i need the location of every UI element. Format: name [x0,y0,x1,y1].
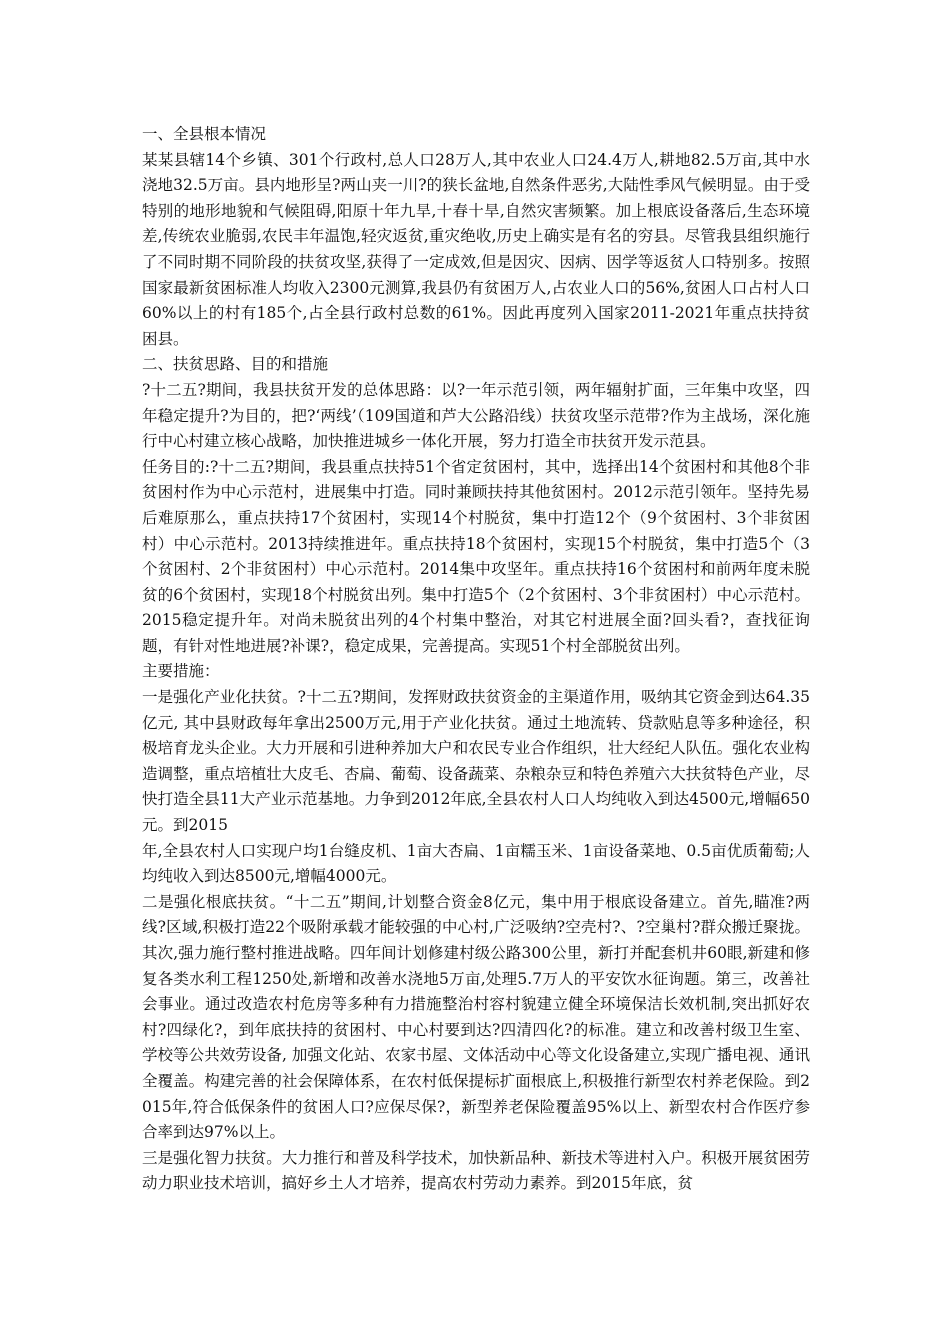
section-heading-1: 一、全县根本情况 [142,125,267,143]
paragraph-overall-strategy: ?十二五?期间，我县扶贫开发的总体思路：以?一年示范引领，两年辐射扩面，三年集中攻坚，四年稳定提升?为目的，把?‘两线’（109国道和芦大公路沿线）扶贫攻坚示范带?作为主战场，深化施行中心村建立核心战略，加快推进城乡一体化开展，努力打造全市扶贫开发示范县。 [142,380,810,451]
paragraph-task-goals: 任务目的:?十二五?期间，我县重点扶持51个省定贫困村，其中，选择出14个贫困村和其他8个非贫困村作为中心示范村，进展集中打造。同时兼顾扶持其他贫困村。2012示范引领年。坚持先易后难原那么，重点扶持17个贫困村，实现14个村脱贫，集中打造12个（9个贫困村、3个非贫困村）中心示范村。2013持续推进年。重点扶持18个贫困村，实现15个村脱贫，集中打造5个（3个贫困村、2个非贫困村）中心示范村。2014集中攻坚年。重点扶持16个贫困村和前两年度未脱贫的6个贫困村，实现18个村脱贫出列。集中打造5个（2个贫困村、3个非贫困村）中心示范村。2015稳定提升年。对尚未脱贫出列的4个村集中整治，对其它村进展全面?回头看?，查找征询题，有针对性地进展?补课?，稳定成果，完善提高。实现51个村全部脱贫出列。 [142,457,810,655]
paragraph-industry-poverty-relief: 一是强化产业化扶贫。?十二五?期间，发挥财政扶贫资金的主渠道作用，吸纳其它资金到达64.35亿元, 其中县财政每年拿出2500万元,用于产业化扶贫。通过土地流转、贷款贴息等多种途径，积极培育龙头企业。大力开展和引进种养加大户和农民专业合作组织，壮大经纪人队伍。强化农业构造调整，重点培植壮大皮毛、杏扁、葡萄、设备蔬菜、杂粮杂豆和特色养殖六大扶贫特色产业，尽快打造全县11大产业示范基地。力争到2012年底,全县农村人口人均纯收入到达4500元,增幅650元。到2015 [142,688,810,835]
paragraph-intellectual-poverty-relief: 三是强化智力扶贫。大力推行和普及科学技术，加快新品种、新技术等进村入户。积极开展贫困劳动力职业技术培训，搞好乡土人才培养，提高农村劳动力素养。到2015年底，贫 [142,1148,810,1193]
paragraph-infrastructure-poverty-relief: 二是强化根底扶贫。“十二五”期间,计划整合资金8亿元，集中用于根底设备建立。首先,瞄准?两线?区域,积极打造22个吸附承载才能较强的中心村,广泛吸纳?空壳村?、?空巢村?群众搬迁聚拢。其次,强力施行整村推进战略。四年间计划修建村级公路300公里，新打并配套机井60眼,新建和修复各类水利工程1250处,新增和改善水浇地5万亩,处理5.7万人的平安饮水征询题。第三，改善社会事业。通过改造农村危房等多种有力措施整治村容村貌建立健全环境保洁长效机制,突出抓好农村?四绿化?，到年底扶持的贫困村、中心村要到达?四清四化?的标准。建立和改善村级卫生室、学校等公共效劳设备, 加强文化站、农家书屋、文体活动中心等文化设备建立,实现广播电视、通讯全覆盖。构建完善的社会保障体系，在农村低保提标扩面根底上,积极推行新型农村养老保险。到2015年,符合低保条件的贫困人口?应保尽保?，新型养老保险覆盖95%以上、新型农村合作医疗参合率到达97%以上。 [142,892,810,1142]
document-page [142,122,810,1197]
subheading-main-measures: 主要措施： [142,662,220,681]
paragraph-county-overview: 某某县辖14个乡镇、301个行政村,总人口28万人,其中农业人口24.4万人,耕地82.5万亩,其中水浇地32.5万亩。县内地形呈?两山夹一川?的狭长盆地,自然条件恶劣,大陆性季风气候明显。由于受特别的地形地貌和气候阻碍,阳原十年九旱,十春十旱,自然灾害频繁。加上根底设备落后,生态环境差,传统农业脆弱,农民丰年温饱,轻灾返贫,重灾绝收,历史上确实是有名的穷县。尽管我县组织施行了不同时期不同阶段的扶贫攻坚,获得了一定成效,但是因灾、因病、因学等返贫人口特别多。按照国家最新贫困标准人均收入2300元测算,我县仍有贫困万人,占农业人口的56%,贫困人口占村人口60%以上的村有185个,占全县行政村总数的61%。因此再度列入国家2011-2021年重点扶持贫困县。 [142,150,810,348]
paragraph-industry-poverty-relief-cont: 年,全县农村人口实现户均1台缝皮机、1亩大杏扁、1亩糯玉米、1亩设备菜地、0.5亩优质葡萄;人均纯收入到达8500元,增幅4000元。 [142,841,810,886]
section-heading-2: 二、扶贫思路、目的和措施 [142,355,329,374]
